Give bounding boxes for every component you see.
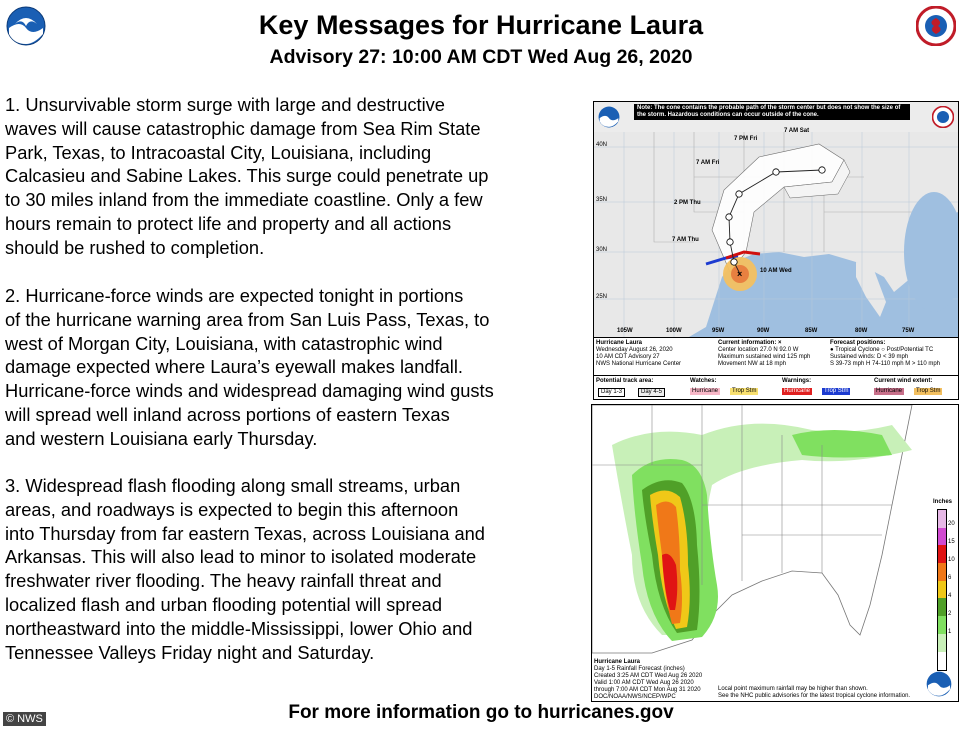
message-line: hours remain to protect life and property and all actions (5, 212, 452, 234)
message-line: damage expected where Laura’s eyewall makes landfall. (5, 356, 463, 378)
lat-label: 40N (596, 142, 608, 148)
legend-title: Watches: (690, 378, 717, 384)
message-line: 3. Widespread flash flooding along small streams, urban (5, 475, 461, 496)
rain-note (718, 686, 910, 700)
forecast-info-line: ● Tropical Cyclone ○ Post/Potential TC (830, 347, 934, 353)
scale-swatch (938, 598, 946, 616)
message-line: Arkansas. This will also lead to minor to isolated moderate (5, 546, 477, 568)
scale-swatch (938, 545, 946, 563)
storm-info-line: NWS National Hurricane Center (596, 361, 682, 367)
forecast-info (830, 340, 940, 368)
caption-line: Created 3:25 AM CDT Wed Aug 26 2020 (594, 673, 703, 679)
storm-info (596, 340, 681, 368)
scale-swatch (938, 510, 946, 528)
message-line: will spread well inland across portions of eastern Texas (5, 403, 450, 425)
message-line: and western Louisiana early Thursday. (5, 427, 318, 449)
forecast-time-label: 10 AM Wed (760, 268, 792, 274)
lat-label: 30N (596, 247, 608, 253)
legend-title: Potential track area: (596, 378, 654, 384)
message-line: should be rushed to completion. (5, 236, 265, 258)
scale-label: 2 (948, 611, 952, 617)
message-line: freshwater river flooding. The heavy rainfall threat and (5, 570, 442, 592)
message-line: Tennessee Valleys Friday night and Saturday. (5, 641, 375, 663)
legend-title: Current wind extent: (874, 378, 933, 384)
forecast-time-label: 7 AM Thu (672, 237, 699, 243)
lon-label: 105W (617, 328, 633, 334)
message-line: Park, Texas, to Intracoastal City, Louisiana, including (5, 141, 432, 163)
scale-label: 15 (948, 539, 955, 545)
message-line: to 30 miles inland from the immediate coastline. Only a few (5, 189, 483, 211)
message-line: into Thursday from far eastern Texas, across Louisiana and (5, 522, 485, 544)
lat-label: 35N (596, 197, 608, 203)
footer-link-text: For more information go to hurricanes.gov (288, 702, 674, 723)
message-line: Calcasieu and Sabine Lakes. This surge could penetrate up (5, 165, 489, 187)
scale-label: 1 (948, 629, 952, 635)
caption-line: DOC/NOAA/NWS/NCEP/WPC (594, 694, 676, 700)
track-info-panel (594, 337, 958, 376)
lon-label: 100W (666, 328, 682, 334)
forecast-time-label: 7 PM Fri (734, 136, 758, 142)
caption-line: Hurricane Laura (594, 659, 641, 665)
legend-item: Trop Stm (916, 388, 941, 394)
caption-line: Day 1-5 Rainfall Forecast (inches) (594, 666, 685, 672)
nws-logo (932, 106, 954, 128)
scale-swatch (938, 528, 946, 546)
lon-label: 95W (712, 328, 725, 334)
message-line: west of Morgan City, Louisiana, with catastrophic wind (5, 332, 443, 354)
scale-label: 4 (948, 593, 952, 599)
message-line: northeastward into the middle-Mississippi, lower Ohio and (5, 617, 473, 639)
scale-label: 10 (948, 557, 955, 563)
track-note: Note: The cone contains the probable path of the storm center but does not show the size of the storm. Hazardous conditions can occur outside of the cone. (634, 104, 910, 120)
key-message-3 (5, 474, 570, 664)
storm-name: Hurricane Laura (596, 340, 643, 346)
message-line: localized flash and urban flooding potential will spread (5, 593, 443, 615)
forecast-time-label: 7 AM Fri (696, 160, 720, 166)
caption-line: through 7:00 AM CDT Mon Aug 31 2020 (594, 687, 701, 693)
svg-text:×: × (737, 269, 743, 279)
lat-label: 25N (596, 294, 608, 300)
key-message-1 (5, 93, 570, 260)
noaa-logo (926, 671, 952, 697)
advisory-subtitle: Advisory 27: 10:00 AM CDT Wed Aug 26, 2020 (269, 46, 693, 68)
current-info (718, 340, 810, 368)
storm-info-line: 10 AM CDT Advisory 27 (596, 354, 660, 360)
legend-item: Trop Stm (824, 388, 849, 394)
scale-swatch (938, 563, 946, 581)
page-title: Key Messages for Hurricane Laura (258, 10, 704, 40)
scale-swatch (938, 634, 946, 652)
scale-swatch (938, 616, 946, 634)
scale-swatch (938, 581, 946, 599)
forecast-info-title: Forecast positions: (830, 340, 886, 346)
lon-label: 85W (805, 328, 818, 334)
forecast-time-label: 7 AM Sat (784, 128, 810, 134)
noaa-logo (598, 106, 620, 128)
message-line: waves will cause catastrophic damage from Sea Rim State (5, 117, 481, 139)
current-info-line: Movement NW at 18 mph (718, 361, 787, 367)
scale-label: 6 (948, 575, 952, 581)
track-legend (594, 375, 958, 400)
note-line: Local point maximum rainfall may be higher than shown. (718, 686, 868, 692)
note-line: See the NHC public advisories for the latest tropical cyclone information. (718, 693, 911, 699)
current-info-line: Center location 27.0 N 92.0 W (718, 347, 799, 353)
lon-label: 75W (902, 328, 915, 334)
forecast-track-map (593, 101, 959, 400)
forecast-time-label: 2 PM Thu (674, 200, 701, 206)
key-message-2 (5, 284, 570, 451)
legend-title: Warnings: (782, 378, 812, 384)
legend-item: Day 1-3 (598, 388, 625, 397)
copyright-badge: © NWS (3, 712, 46, 726)
legend-item: Hurricane (876, 388, 903, 394)
lon-label: 90W (757, 328, 770, 334)
scale-label: 20 (948, 521, 955, 527)
message-line: of the hurricane warning area from San Luis Pass, Texas, to (5, 308, 490, 330)
message-line: Hurricane-force winds and widespread damaging wind gusts (5, 380, 494, 402)
rain-scale-bar (937, 509, 947, 671)
scale-swatch (938, 652, 946, 670)
caption-line: Valid 1:00 AM CDT Wed Aug 26 2020 (594, 680, 694, 686)
forecast-info-line: Sustained winds: D < 39 mph (830, 354, 909, 360)
current-info-title: Current information: × (718, 340, 782, 346)
forecast-info-line: S 39-73 mph H 74-110 mph M > 110 mph (830, 361, 941, 367)
legend-item: Hurricane (692, 388, 719, 394)
lon-label: 80W (855, 328, 868, 334)
legend-item: Hurricane (784, 388, 811, 394)
legend-item: Trop Stm (732, 388, 757, 394)
legend-item: Day 4-5 (638, 388, 665, 397)
storm-info-line: Wednesday August 26, 2020 (596, 347, 673, 353)
message-line: 2. Hurricane-force winds are expected tonight in portions (5, 285, 464, 306)
message-line: areas, and roadways is expected to begin this afternoon (5, 498, 459, 520)
rain-caption (594, 659, 702, 701)
rainfall-forecast-map (591, 404, 959, 702)
scale-title: Inches (933, 499, 953, 505)
current-info-line: Maximum sustained wind 125 mph (718, 354, 811, 360)
message-line: 1. Unsurvivable storm surge with large and destructive (5, 94, 445, 115)
